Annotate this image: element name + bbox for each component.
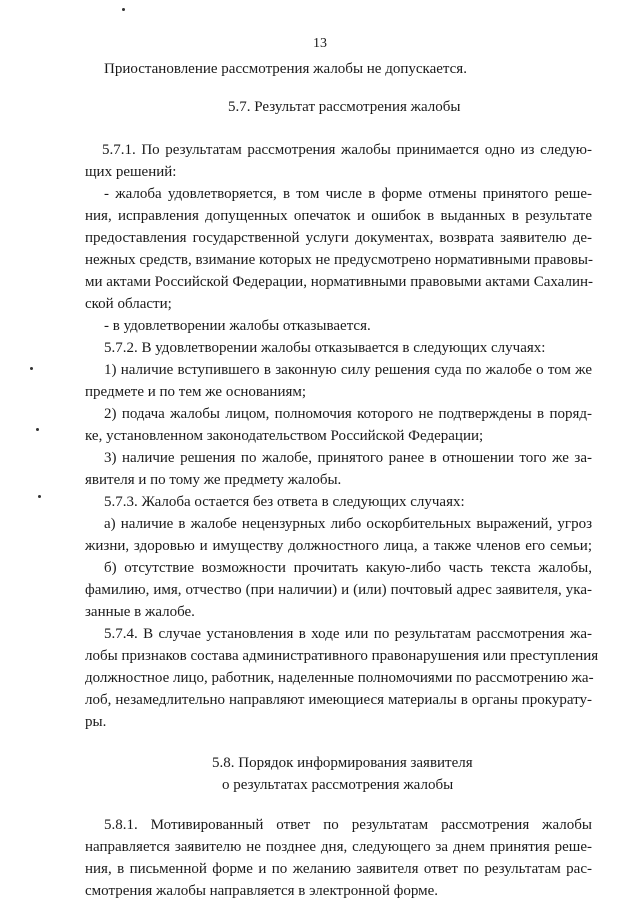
text-line: 3) наличие решения по жалобе, принятого ранее в отношении того же за- — [104, 450, 592, 466]
text-line: лоб, незамедлительно направляют имеющиеся материалы в органы прокурату- — [85, 692, 592, 708]
text-line: 5.8.1. Мотивированный ответ по результатам рассмотрения жалобы — [104, 817, 592, 833]
text-line: 5.7.3. Жалоба остается без ответа в следующих случаях: — [104, 494, 465, 510]
text-line: явителя и по тому же предмету жалобы. — [85, 472, 342, 488]
text-line: б) отсутствие возможности прочитать какую-либо часть текста жалобы, — [104, 560, 592, 576]
text-line: предоставления государственной услуги документах, возврата заявителю де- — [85, 230, 592, 246]
text-line: лобы признаков состава административного правонарушения или преступления — [85, 648, 599, 664]
text-line: щих решений: — [85, 164, 177, 180]
text-line: направляется заявителю не позднее дня, следующего за днем принятия реше- — [85, 839, 592, 855]
text-line: 5.7.4. В случае установления в ходе или по результатам рассмотрения жа- — [104, 626, 592, 642]
text-line: Приостановление рассмотрения жалобы не допускается. — [104, 61, 467, 77]
scan-speck — [122, 8, 125, 11]
text-line: 5.7.1. По результатам рассмотрения жалобы принимается одно из следую- — [102, 142, 592, 158]
text-line: ры. — [85, 714, 107, 730]
text-line: ния, исправления допущенных опечаток и ошибок в выданных в результате — [85, 208, 592, 224]
text-line: ми актами Российской Федерации, нормативными правовыми актами Сахалин- — [85, 274, 593, 290]
text-line: - жалоба удовлетворяется, в том числе в форме отмены принятого реше- — [104, 186, 592, 202]
text-line: - в удовлетворении жалобы отказывается. — [104, 318, 371, 334]
text-line: занные в жалобе. — [85, 604, 195, 620]
text-line: 2) подача жалобы лицом, полномочия которого не подтверждены в поряд- — [104, 406, 592, 422]
scan-speck — [38, 495, 41, 498]
text-line: ния, в письменной форме и по желанию заявителя ответ по результатам рас- — [85, 861, 592, 877]
text-line: должностное лицо, работник, наделенные полномочиями по рассмотрению жа- — [85, 670, 594, 686]
section-heading: 5.8. Порядок информирования заявителя — [212, 755, 473, 771]
text-line: фамилию, имя, отчество (при наличии) и (или) почтовый адрес заявителя, ука- — [85, 582, 592, 598]
section-heading: о результатах рассмотрения жалобы — [222, 777, 454, 793]
text-line: жизни, здоровью и имуществу должностного лица, а также членов его семьи; — [85, 538, 592, 554]
page-number: 13 — [313, 36, 327, 51]
text-line: предмете и по тем же основаниям; — [85, 384, 307, 400]
text-line: нежных средств, взимание которых не предусмотрено нормативными правовы- — [85, 252, 594, 268]
section-heading: 5.7. Результат рассмотрения жалобы — [228, 99, 461, 115]
text-line: ской области; — [85, 296, 172, 312]
text-line: 5.7.2. В удовлетворении жалобы отказывается в следующих случаях: — [104, 340, 546, 356]
scan-speck — [36, 428, 39, 431]
text-line: а) наличие в жалобе нецензурных либо оскорбительных выражений, угроз — [104, 516, 592, 532]
text-line: ке, установленном законодательством Российской Федерации; — [85, 428, 484, 444]
text-line: 1) наличие вступившего в законную силу решения суда по жалобе о том же — [104, 362, 592, 378]
text-line: смотрения жалобы направляется в электронной форме. — [85, 883, 438, 899]
scan-speck — [30, 367, 33, 370]
